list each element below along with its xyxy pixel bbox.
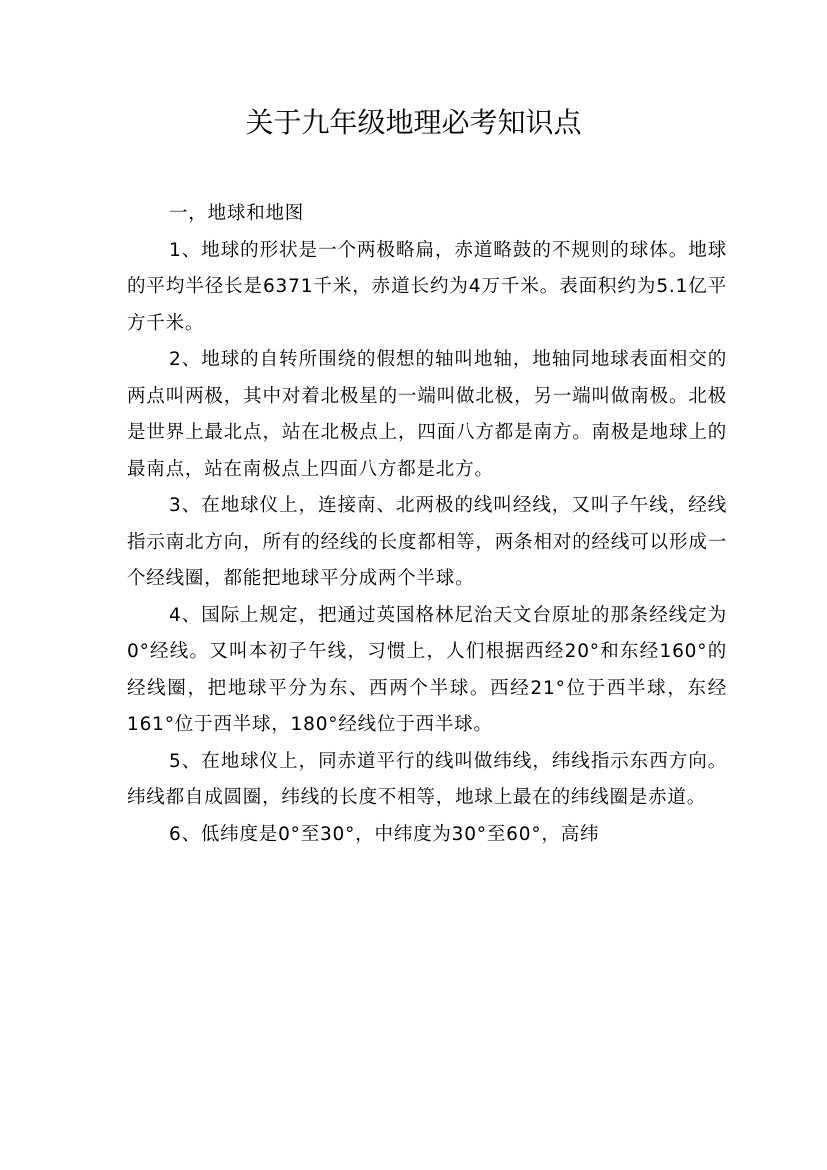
section-heading: 一，地球和地图 [169, 203, 305, 224]
paragraph-4: 4、国际上规定，把通过英国格林尼治天文台原址的那条经线定为0°经线。又叫本初子午线，习惯上，人们根据西经20°和东经160°的经线圈，把地球平分为东、西两个半球。西经21°位于西半球，东经161°位于西半球，180°经线位于西半球。 [127, 604, 727, 735]
paragraph-1: 1、地球的形状是一个两极略扁，赤道略鼓的不规则的球体。地球的平均半径长是6371千米，赤道长约为4万千米。表面积约为5.1亿平方千米。 [127, 239, 727, 334]
document-body [127, 196, 727, 853]
paragraph-6: 6、低纬度是0°至30°，中纬度为30°至60°，高纬 [169, 823, 600, 845]
paragraph-5: 5、在地球仪上，同赤道平行的线叫做纬线，纬线指示东西方向。纬线都自成圆圈，纬线的长度不相等，地球上最在的纬线圈是赤道。 [127, 750, 727, 808]
document-title: 关于九年级地理必考知识点 [245, 106, 582, 139]
paragraph-3: 3、在地球仪上，连接南、北两极的线叫经线，又叫子午线，经线指示南北方向，所有的经线的长度都相等，两条相对的经线可以形成一个经线圈，都能把地球平分成两个半球。 [127, 495, 727, 589]
paragraph-2: 2、地球的自转所围绕的假想的轴叫地轴，地轴同地球表面相交的两点叫两极，其中对着北极星的一端叫做北极，另一端叫做南极。北极是世界上最北点，站在北极点上，四面八方都是南方。南极是地球上的最南点，站在南极点上四面八方都是北方。 [127, 349, 727, 480]
